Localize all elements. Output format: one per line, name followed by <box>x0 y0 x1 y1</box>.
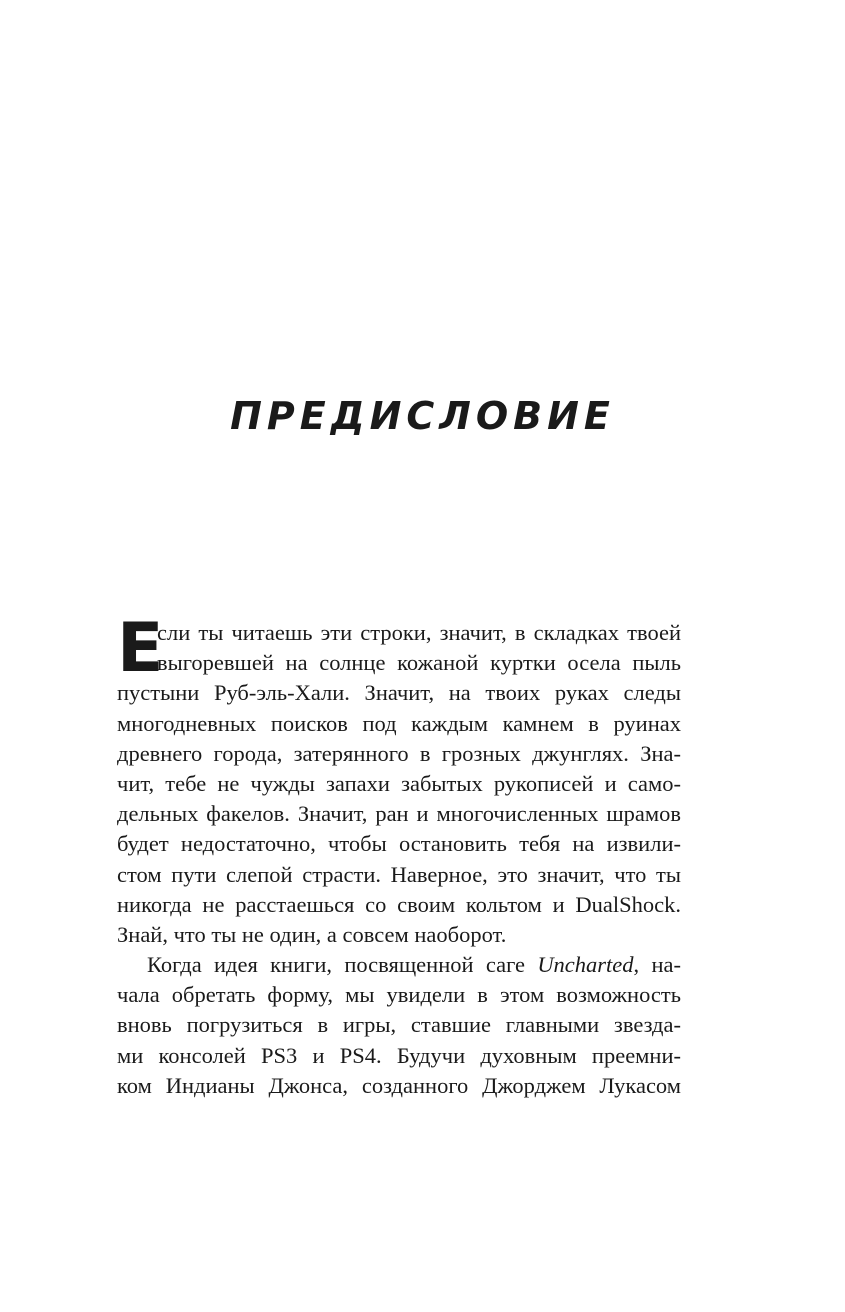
text-line: ми консолей PS3 и PS4. Будучи духовным преемни- <box>117 1042 681 1068</box>
text-line: выгоревшей на солнце кожаной куртки осела пыль <box>157 650 681 676</box>
text-line: ком Индианы Джонса, созданного Джорджем Лукасом <box>117 1072 681 1098</box>
text-line: древнего города, затерянного в грозных джунглях. Зна- <box>117 740 681 766</box>
text-line: дельных факелов. Значит, ран и многочисленных шрамов <box>117 801 681 827</box>
text-line: будет недостаточно, чтобы остановить тебя на извили- <box>117 831 681 857</box>
chapter-title: ПРЕДИСЛОВИЕ <box>230 394 615 438</box>
text-line: пустыни Руб-эль-Хали. Значит, на твоих руках следы <box>117 680 681 706</box>
text-fragment: , на- <box>633 952 681 978</box>
text-line: чала обретать форму, мы увидели в этом возможность <box>117 982 681 1008</box>
text-line: чит, тебе не чужды запахи забытых рукописей и само- <box>117 770 681 796</box>
drop-cap: Е <box>117 609 164 688</box>
text-line <box>117 950 681 980</box>
text-line: многодневных поисков под каждым камнем в руинах <box>117 710 681 736</box>
text-line: Знай, что ты не один, а совсем наоборот. <box>117 921 507 947</box>
text-line: вновь погрузиться в игры, ставшие главными звезда- <box>117 1012 681 1038</box>
text-line: стом пути слепой страсти. Наверное, это значит, что ты <box>117 861 681 887</box>
text-line: сли ты читаешь эти строки, значит, в складках твоей <box>157 620 681 645</box>
text-line: никогда не расстаешься со своим кольтом и DualShock. <box>117 891 681 917</box>
body-text <box>117 609 681 1101</box>
text-fragment: Когда идея книги, посвященной саге <box>147 952 538 978</box>
game-title: Uncharted <box>537 952 634 978</box>
